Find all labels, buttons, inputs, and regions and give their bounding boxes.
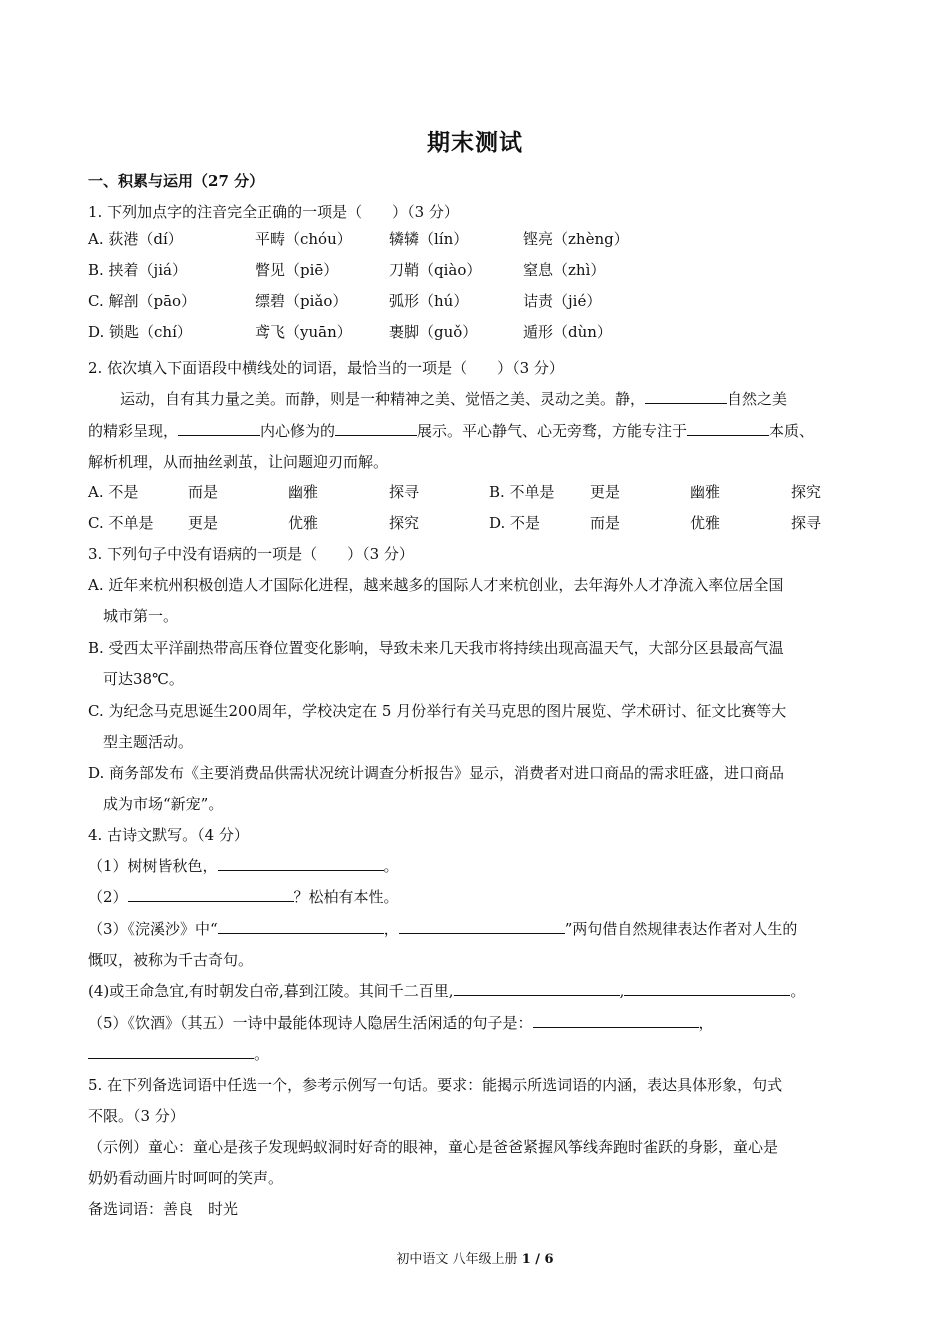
q2-option-a-1: A. 不是 [88, 483, 139, 501]
question-5-stem: 5. 在下列备选词语中任选一个，参考示例写一句话。要求：能揭示所选词语的内涵，表达具体形象，句式 [88, 1076, 783, 1094]
q2-option-d-3: 优雅 [690, 514, 721, 532]
q2-option-b-4: 探究 [791, 483, 822, 501]
question-1-stem: 1. 下列加点字的注音完全正确的一项是（ ）（3 分） [88, 203, 459, 221]
q1-option-a-1: A. 荻港（dí） [88, 230, 183, 248]
page-number: 1 / 6 [521, 1252, 554, 1267]
q1-option-c-3: 弧形（hú） [389, 292, 469, 310]
q2-option-b-3: 幽雅 [690, 483, 721, 501]
answer-blank[interactable] [399, 919, 565, 934]
q2-passage-line-3: 解析机理，从而抽丝剥茧，让问题迎刃而解。 [88, 453, 389, 471]
answer-blank[interactable] [128, 887, 294, 902]
page-title: 期末测试 [427, 129, 523, 156]
q5-word-choices: 备选词语：善良 时光 [88, 1200, 239, 1218]
q2-option-c-2: 更是 [188, 514, 219, 532]
answer-blank[interactable] [88, 1044, 254, 1059]
answer-blank[interactable] [218, 919, 384, 934]
q2-passage-line-1: 运动，自有其力量之美。而静，则是一种精神之美、觉悟之美、灵动之美。静， 自然之美 [120, 390, 788, 408]
q3-option-a: A. 近年来杭州积极创造人才国际化进程，越来越多的国际人才来杭创业，去年海外人才净流入率位居全国 [88, 576, 784, 594]
q1-option-b-2: 瞥见（piē） [255, 261, 339, 279]
q4-item-3: （3）《浣溪沙》中“ ， ”两句借自然规律表达作者对人生的 [88, 920, 798, 938]
answer-blank[interactable] [178, 421, 260, 436]
answer-blank[interactable] [687, 421, 769, 436]
q2-option-a-3: 幽雅 [288, 483, 319, 501]
footer-text: 初中语文 八年级上册 [396, 1252, 522, 1267]
q1-option-d-3: 裹脚（guǒ） [389, 323, 478, 341]
q3-option-c-cont: 型主题活动。 [103, 733, 194, 751]
q3-option-d: D. 商务部发布《主要消费品供需状况统计调查分析报告》显示，消费者对进口商品的需求旺盛，进口商品 [88, 764, 785, 782]
q1-option-c-2: 缥碧（piǎo） [255, 292, 348, 310]
q5-example: （示例）童心：童心是孩子发现蚂蚁洞时好奇的眼神，童心是爸爸紧握风筝线奔跑时雀跃的身影，童心是 [88, 1138, 779, 1156]
page-footer [0, 1248, 950, 1267]
q2-option-a-2: 而是 [188, 483, 219, 501]
q2-option-d-4: 探寻 [791, 514, 822, 532]
q4-item-5: （5）《饮酒》（其五）一诗中最能体现诗人隐居生活闲适的句子是： ， [88, 1014, 714, 1032]
question-5-stem-cont: 不限。（3 分） [88, 1107, 185, 1125]
q3-option-c: C. 为纪念马克思诞生200周年，学校决定在 5 月份举行有关马克思的图片展览、学术研讨、征文比赛等大 [88, 702, 787, 720]
q3-option-b-cont: 可达38℃。 [103, 670, 184, 688]
q2-option-c-1: C. 不单是 [88, 514, 154, 532]
section-heading: 一、积累与运用（27 分） [88, 172, 265, 190]
question-2-stem: 2. 依次填入下面语段中横线处的词语，最恰当的一项是（ ）（3 分） [88, 359, 564, 377]
q4-item-2: （2） ？松柏有本性。 [88, 888, 399, 906]
q1-option-b-1: B. 挟着（jiá） [88, 261, 187, 279]
q2-option-b-1: B. 不单是 [489, 483, 555, 501]
q1-option-d-2: 鸢飞（yuān） [255, 323, 352, 341]
q2-option-c-4: 探究 [389, 514, 420, 532]
question-4-stem: 4. 古诗文默写。（4 分） [88, 826, 249, 844]
q1-option-d-1: D. 锁匙（chí） [88, 323, 192, 341]
q2-option-d-2: 而是 [590, 514, 621, 532]
q1-option-c-1: C. 解剖（pāo） [88, 292, 197, 310]
q1-option-c-4: 诘责（jié） [523, 292, 602, 310]
q3-option-b: B. 受西太平洋副热带高压脊位置变化影响，导致未来几天我市将持续出现高温天气，大部分区县最高气温 [88, 639, 784, 657]
q1-option-a-3: 辚辚（lín） [389, 230, 469, 248]
q2-option-a-4: 探寻 [389, 483, 420, 501]
q1-option-a-4: 铿亮（zhèng） [523, 230, 629, 248]
q1-option-b-4: 窒息（zhì） [523, 261, 606, 279]
q3-option-a-cont: 城市第一。 [103, 607, 179, 625]
answer-blank[interactable] [454, 981, 620, 996]
q1-option-b-3: 刀鞘（qiào） [389, 261, 482, 279]
q2-option-d-1: D. 不是 [489, 514, 541, 532]
q5-example-cont: 奶奶看动画片时呵呵的笑声。 [88, 1169, 284, 1187]
q4-item-3-cont: 慨叹，被称为千古奇句。 [88, 951, 254, 969]
q2-passage-line-2: 的精彩呈现， 内心修为的 展示。平心静气、心无旁骛，方能专注于 本质、 [88, 422, 815, 440]
answer-blank[interactable] [533, 1013, 699, 1028]
answer-blank[interactable] [624, 981, 790, 996]
q1-option-a-2: 平畴（chóu） [255, 230, 352, 248]
q4-item-1: （1）树树皆秋色， 。 [88, 857, 399, 875]
answer-blank[interactable] [218, 856, 384, 871]
q4-item-5-cont: 。 [88, 1044, 864, 1064]
q4-item-4: (4)或王命急宜,有时朝发白帝,暮到江陵。其间千二百里, , 。 [88, 982, 806, 1000]
answer-blank[interactable] [335, 421, 417, 436]
q2-option-b-2: 更是 [590, 483, 621, 501]
q1-option-d-4: 遁形（dùn） [523, 323, 612, 341]
question-3-stem: 3. 下列句子中没有语病的一项是（ ）（3 分） [88, 545, 414, 563]
q3-option-d-cont: 成为市场“新宠”。 [103, 795, 224, 813]
answer-blank[interactable] [645, 389, 727, 404]
q2-option-c-3: 优雅 [288, 514, 319, 532]
